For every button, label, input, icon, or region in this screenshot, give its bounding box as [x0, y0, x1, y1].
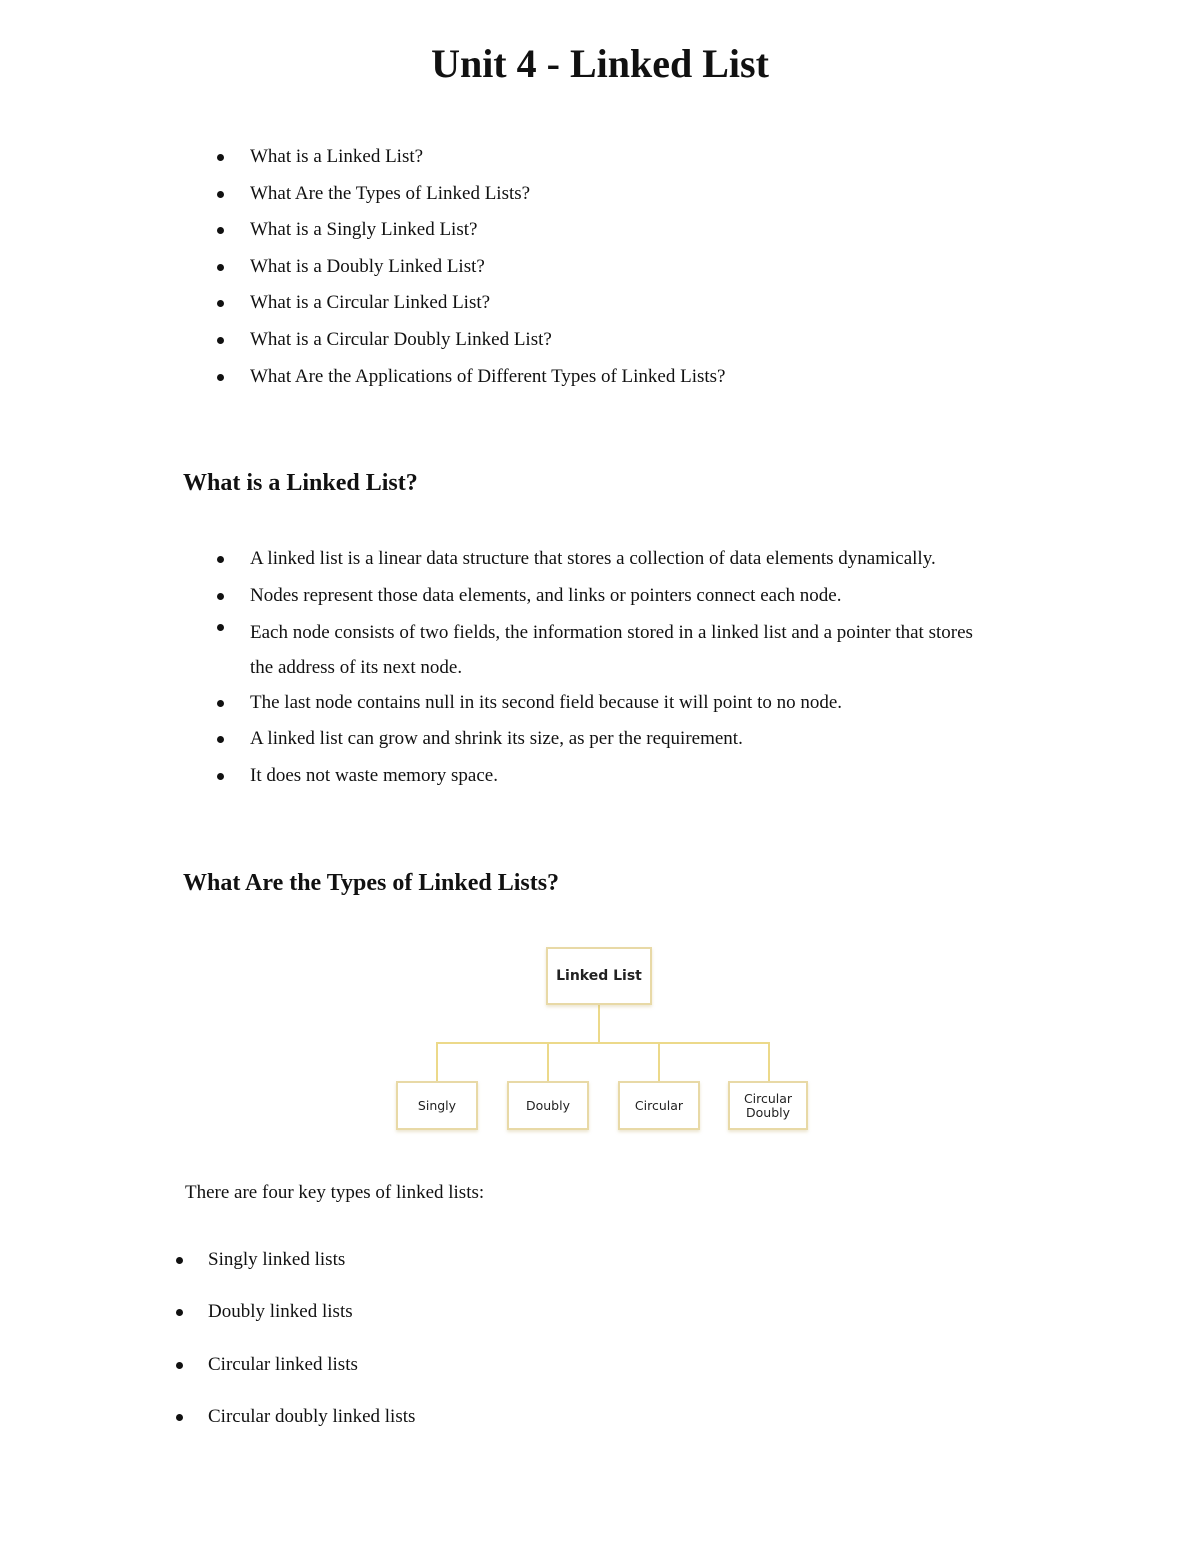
table-of-contents [216, 145, 1016, 401]
diagram-connector [547, 1042, 549, 1081]
section-heading-what-is-linked-list: What is a Linked List? [183, 470, 418, 496]
toc-item: What is a Linked List? [216, 145, 1016, 169]
diagram-node-singly: Singly [396, 1081, 478, 1130]
linked-list-types-diagram [390, 940, 820, 1140]
list-item: Each node consists of two fields, the information stored in a linked list and a pointer that stores the address of its next node. [216, 615, 996, 685]
list-item: Circular linked lists [175, 1353, 775, 1377]
list-item: A linked list can grow and shrink its size, as per the requirement. [216, 727, 996, 751]
toc-item: What is a Circular Linked List? [216, 291, 1016, 315]
diagram-connector [436, 1042, 438, 1081]
list-item: The last node contains null in its second field because it will point to no node. [216, 691, 996, 715]
list-item: A linked list is a linear data structure that stores a collection of data elements dynamically. [216, 547, 996, 571]
section-heading-types: What Are the Types of Linked Lists? [183, 870, 560, 896]
list-item: Singly linked lists [175, 1248, 775, 1272]
linked-list-definition-list [216, 547, 996, 801]
types-intro-paragraph: There are four key types of linked lists: [185, 1182, 485, 1203]
diagram-connector [436, 1042, 770, 1044]
toc-item: What is a Singly Linked List? [216, 218, 1016, 242]
page-title: Unit 4 - Linked List [431, 41, 769, 86]
diagram-connector [598, 1005, 600, 1043]
toc-item: What is a Doubly Linked List? [216, 255, 1016, 279]
diagram-node-circular: Circular [618, 1081, 700, 1130]
toc-item: What Are the Applications of Different Types of Linked Lists? [216, 365, 1016, 389]
list-item: Doubly linked lists [175, 1300, 775, 1324]
diagram-connector [768, 1042, 770, 1081]
diagram-node-doubly: Doubly [507, 1081, 589, 1130]
list-item: Circular doubly linked lists [175, 1405, 775, 1429]
diagram-connector [658, 1042, 660, 1081]
toc-item: What Are the Types of Linked Lists? [216, 182, 1016, 206]
list-item: It does not waste memory space. [216, 764, 996, 788]
list-item: Nodes represent those data elements, and links or pointers connect each node. [216, 584, 996, 608]
diagram-node-circular-doubly: Circular Doubly [728, 1081, 808, 1130]
diagram-node-linked-list: Linked List [546, 947, 652, 1005]
linked-list-types-list [175, 1248, 775, 1458]
toc-item: What is a Circular Doubly Linked List? [216, 328, 1016, 352]
